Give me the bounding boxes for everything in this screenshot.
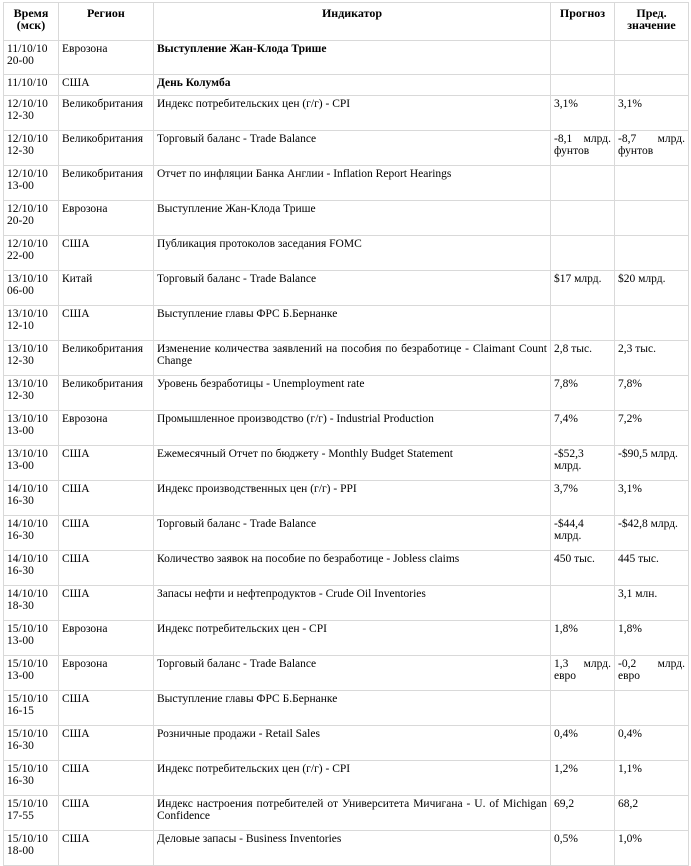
cell-time: 12/10/10 13-00 (4, 166, 59, 201)
cell-previous: 3,1 млн. (615, 586, 689, 621)
cell-forecast (551, 586, 615, 621)
cell-region: Великобритания (59, 131, 154, 166)
cell-region: США (59, 726, 154, 761)
cell-region: Великобритания (59, 166, 154, 201)
cell-region: США (59, 446, 154, 481)
cell-previous: 445 тыс. (615, 551, 689, 586)
cell-time: 11/10/10 20-00 (4, 41, 59, 75)
table-header-row (4, 3, 689, 41)
cell-indicator: Публикация протоколов заседания FOMC (154, 236, 551, 271)
cell-region: Великобритания (59, 376, 154, 411)
cell-region: США (59, 75, 154, 96)
cell-region: Великобритания (59, 341, 154, 376)
cell-previous: 3,1% (615, 481, 689, 516)
cell-indicator: Торговый баланс - Trade Balance (154, 656, 551, 691)
cell-time: 13/10/10 13-00 (4, 411, 59, 446)
cell-time: 14/10/10 16-30 (4, 516, 59, 551)
cell-time: 13/10/10 12-10 (4, 306, 59, 341)
cell-forecast: 1,8% (551, 621, 615, 656)
cell-previous (615, 75, 689, 96)
cell-region: Еврозона (59, 621, 154, 656)
cell-indicator: Выступление Жан-Клода Трише (154, 201, 551, 236)
cell-time: 15/10/10 17-55 (4, 796, 59, 831)
cell-indicator: Торговый баланс - Trade Balance (154, 131, 551, 166)
cell-forecast (551, 166, 615, 201)
cell-indicator: Выступление Жан-Клода Трише (154, 41, 551, 75)
cell-indicator: Ежемесячный Отчет по бюджету - Monthly Budget Statement (154, 446, 551, 481)
cell-time: 15/10/10 16-15 (4, 691, 59, 726)
cell-region: Великобритания (59, 96, 154, 131)
table-row (4, 96, 689, 131)
cell-forecast: -$44,4 млрд. (551, 516, 615, 551)
table-row (4, 271, 689, 306)
table-row (4, 586, 689, 621)
cell-forecast (551, 41, 615, 75)
cell-forecast (551, 75, 615, 96)
cell-forecast (551, 306, 615, 341)
cell-region: США (59, 481, 154, 516)
cell-indicator: Индекс потребительских цен (г/г) - CPI (154, 96, 551, 131)
cell-indicator: Выступление главы ФРС Б.Бернанке (154, 691, 551, 726)
table-row (4, 656, 689, 691)
cell-previous: 1,1% (615, 761, 689, 796)
cell-forecast: 3,7% (551, 481, 615, 516)
cell-forecast: 2,8 тыс. (551, 341, 615, 376)
cell-region: США (59, 691, 154, 726)
cell-indicator: Изменение количества заявлений на пособия по безработице - Claimant Count Change (154, 341, 551, 376)
table-row (4, 131, 689, 166)
cell-time: 14/10/10 18-30 (4, 586, 59, 621)
cell-time: 12/10/10 12-30 (4, 131, 59, 166)
cell-indicator: Торговый баланс - Trade Balance (154, 271, 551, 306)
table-row (4, 551, 689, 586)
cell-previous (615, 691, 689, 726)
cell-previous: 7,8% (615, 376, 689, 411)
table-row (4, 446, 689, 481)
cell-previous: 2,3 тыс. (615, 341, 689, 376)
cell-indicator: Розничные продажи - Retail Sales (154, 726, 551, 761)
cell-previous: 3,1% (615, 96, 689, 131)
cell-time: 15/10/10 18-00 (4, 831, 59, 866)
table-row (4, 481, 689, 516)
cell-forecast (551, 201, 615, 236)
cell-previous: $20 млрд. (615, 271, 689, 306)
cell-indicator: Уровень безработицы - Unemployment rate (154, 376, 551, 411)
cell-region: США (59, 761, 154, 796)
table-row (4, 796, 689, 831)
cell-time: 12/10/10 12-30 (4, 96, 59, 131)
cell-forecast: 0,5% (551, 831, 615, 866)
cell-time: 14/10/10 16-30 (4, 551, 59, 586)
cell-forecast: 0,4% (551, 726, 615, 761)
table-row (4, 761, 689, 796)
header-region: Регион (59, 3, 154, 41)
cell-forecast: 7,4% (551, 411, 615, 446)
table-row (4, 831, 689, 866)
economic-calendar-table (3, 2, 689, 866)
cell-indicator: Торговый баланс - Trade Balance (154, 516, 551, 551)
cell-indicator: Индекс потребительских цен (г/г) - CPI (154, 761, 551, 796)
table-row (4, 236, 689, 271)
cell-indicator: Отчет по инфляции Банка Англии - Inflation Report Hearings (154, 166, 551, 201)
cell-indicator: Выступление главы ФРС Б.Бернанке (154, 306, 551, 341)
cell-time: 15/10/10 13-00 (4, 621, 59, 656)
cell-time: 13/10/10 13-00 (4, 446, 59, 481)
cell-previous: -0,2 млрд. евро (615, 656, 689, 691)
cell-forecast: 1,3 млрд. евро (551, 656, 615, 691)
cell-region: США (59, 831, 154, 866)
cell-previous (615, 166, 689, 201)
cell-previous: -$42,8 млрд. (615, 516, 689, 551)
cell-time: 14/10/10 16-30 (4, 481, 59, 516)
cell-region: США (59, 306, 154, 341)
cell-time: 11/10/10 (4, 75, 59, 96)
cell-time: 13/10/10 12-30 (4, 341, 59, 376)
cell-indicator: Индекс производственных цен (г/г) - PPI (154, 481, 551, 516)
cell-indicator: Промышленное производство (г/г) - Industrial Production (154, 411, 551, 446)
cell-previous: 7,2% (615, 411, 689, 446)
cell-region: США (59, 551, 154, 586)
cell-forecast: 69,2 (551, 796, 615, 831)
cell-region: США (59, 236, 154, 271)
table-row (4, 75, 689, 96)
cell-previous: -$90,5 млрд. (615, 446, 689, 481)
table-row (4, 621, 689, 656)
cell-region: США (59, 796, 154, 831)
cell-forecast: 7,8% (551, 376, 615, 411)
cell-region: США (59, 586, 154, 621)
cell-indicator: Индекс настроения потребителей от Университета Мичигана - U. of Michigan Confidence (154, 796, 551, 831)
cell-forecast: 1,2% (551, 761, 615, 796)
cell-time: 15/10/10 13-00 (4, 656, 59, 691)
cell-forecast: 450 тыс. (551, 551, 615, 586)
cell-time: 15/10/10 16-30 (4, 761, 59, 796)
cell-indicator: Количество заявок на пособие по безработице - Jobless claims (154, 551, 551, 586)
cell-forecast: -8,1 млрд. фунтов (551, 131, 615, 166)
cell-time: 12/10/10 22-00 (4, 236, 59, 271)
cell-region: Еврозона (59, 411, 154, 446)
table-row (4, 691, 689, 726)
table-row (4, 201, 689, 236)
table-row (4, 306, 689, 341)
cell-region: Еврозона (59, 201, 154, 236)
cell-previous (615, 201, 689, 236)
cell-region: Еврозона (59, 656, 154, 691)
cell-time: 13/10/10 12-30 (4, 376, 59, 411)
table-row (4, 41, 689, 75)
cell-region: США (59, 516, 154, 551)
cell-region: Еврозона (59, 41, 154, 75)
table-row (4, 726, 689, 761)
cell-forecast (551, 691, 615, 726)
cell-time: 15/10/10 16-30 (4, 726, 59, 761)
cell-previous: 1,0% (615, 831, 689, 866)
cell-indicator: День Колумба (154, 75, 551, 96)
cell-forecast: -$52,3 млрд. (551, 446, 615, 481)
cell-time: 13/10/10 06-00 (4, 271, 59, 306)
cell-forecast: 3,1% (551, 96, 615, 131)
cell-region: Китай (59, 271, 154, 306)
table-row (4, 341, 689, 376)
header-previous: Пред. значение (615, 3, 689, 41)
table-row (4, 516, 689, 551)
cell-indicator: Индекс потребительских цен - CPI (154, 621, 551, 656)
table-body (4, 41, 689, 866)
cell-indicator: Деловые запасы - Business Inventories (154, 831, 551, 866)
cell-forecast: $17 млрд. (551, 271, 615, 306)
table-row (4, 166, 689, 201)
table-row (4, 411, 689, 446)
cell-previous: 1,8% (615, 621, 689, 656)
cell-time: 12/10/10 20-20 (4, 201, 59, 236)
table-row (4, 376, 689, 411)
header-forecast: Прогноз (551, 3, 615, 41)
cell-previous (615, 236, 689, 271)
cell-previous (615, 41, 689, 75)
cell-previous: 68,2 (615, 796, 689, 831)
cell-previous (615, 306, 689, 341)
cell-indicator: Запасы нефти и нефтепродуктов - Crude Oil Inventories (154, 586, 551, 621)
cell-previous: 0,4% (615, 726, 689, 761)
cell-forecast (551, 236, 615, 271)
header-indicator: Индикатор (154, 3, 551, 41)
header-time: Время (мск) (4, 3, 59, 41)
cell-previous: -8,7 млрд. фунтов (615, 131, 689, 166)
